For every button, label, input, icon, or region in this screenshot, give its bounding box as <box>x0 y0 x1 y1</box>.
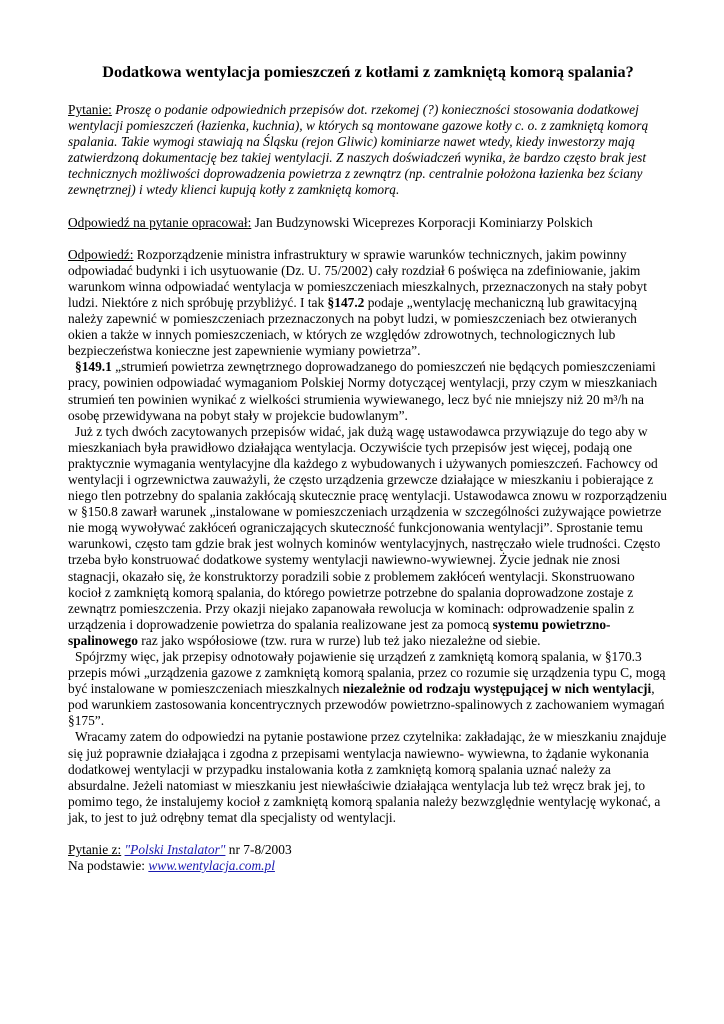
question-paragraph <box>68 102 668 199</box>
source-line <box>68 842 668 858</box>
document-page <box>68 62 668 874</box>
source-label: Pytanie z: <box>68 842 122 858</box>
emphasis: niezależnie od rodzaju występującej w nich wentylacji <box>342 681 652 697</box>
issue-text: nr 7-8/2003 <box>225 842 292 858</box>
answer-paragraph-5: Wracamy zatem do odpowiedzi na pytanie postawione przez czytelnika: zakładając, że w mieszkaniu znajduje się już poprawnie działająca i zgodna z przepisami wentylacja nawiewno- wywiewna, to żądanie wykonania dodatkowej wentylacji w przypadku instalowania kotła z zamkniętą komorą spalania uznać należy za absurdalne. Jeżeli natomiast w mieszkaniu jest niewłaściwie działająca wentylacja lub też wręcz brak jej, to pomimo tego, że instalujemy kocioł z zamkniętą komorą spalania należy bezwzględnie wentylację wykonać, a jak, to jest to już odrębny temat dla specjalisty od wentylacji. <box>68 729 667 825</box>
author-label: Odpowiedź na pytanie opracował: <box>68 214 252 230</box>
emphasis: systemu powietrzno-spalinowego <box>68 616 611 648</box>
website-link[interactable]: www.wentylacja.com.pl <box>148 858 275 874</box>
regulation-ref: §147.2 <box>327 294 365 310</box>
answer-paragraph-4: Spójrzmy więc, jak przepisy odnotowały pojawienie się urządzeń z zamkniętą komorą spalania, w §170.3 przepis mówi „urządzenia gazowe z zamkniętą komorą spalania, przez co rozumie się urządzenia typu C, mogą być instalowane w pomieszczeniach mieszkalnych niezależnie od rodzaju występującej w nich wentylacji, pod warunkiem zastosowania koncentrycznych przewodów powietrzno-spalinowych z zachowaniem wymagań §175”. <box>68 649 666 729</box>
page-title: Dodatkowa wentylacja pomieszczeń z kotłami z zamkniętą komorą spalania? <box>102 63 634 81</box>
basis-line <box>68 858 668 874</box>
basis-label: Na podstawie: <box>68 858 145 874</box>
answer-paragraph-2: §149.1 „strumień powietrza zewnętrznego doprowadzanego do pomieszczeń nie będących pomieszczeniami pracy, powinien odpowiadać wymaganiom Polskiej Normy dotyczącej wentylacji, przy czym w mieszkaniach strumień ten powinien wynikać z wielkości strumienia wywiewanego, lecz być nie mniejszy niż 20 m³/h na osobę przewidywana na pobyt stały w projekcie budowlanym”. <box>68 359 658 423</box>
answer-paragraph-1: Odpowiedź: Rozporządzenie ministra infrastruktury w sprawie warunków technicznych, jakim powinny odpowiadać budynki i ich usytuowanie (Dz. U. 75/2002) cały rozdział 6 poświęca na zdefiniowanie, jakim warunkom winna odpowiadać wentylacja w pomieszczeniach mieszkalnych, przeznaczonych na stały pobyt ludzi. Niektóre z nich spróbuję przybliżyć. I tak §147.2 podaje „wentylację mechaniczną lub grawitacyjną należy zapewnić w pomieszczeniach przeznaczonych na pobyt ludzi, w pomieszczeniach bez otwieranych okien a także w innych pomieszczeniach, w których ze względów zdrowotnych, technologicznych lub bezpieczeństwa konieczne jest zapewnienie wymiany powietrza”. <box>68 246 647 359</box>
question-label: Pytanie: <box>68 102 112 117</box>
author-text: Jan Budzynowski Wiceprezes Korporacji Kominiarzy Polskich <box>251 214 593 230</box>
regulation-ref: §149.1 <box>75 359 112 375</box>
answer-label: Odpowiedź: <box>68 246 134 262</box>
author-paragraph <box>68 215 668 231</box>
question-text: Proszę o podanie odpowiednich przepisów dot. rzekomej (?) konieczności stosowania dodatkowej wentylacji pomieszczeń (łazienka, kuchnia), w których są montowane gazowe kotły c. o. z zamkniętą komorą spalania. Takie wymogi stawiają na Śląsku (rejon Gliwic) kominiarze nawet wtedy, kiedy inwestorzy mają zatwierdzoną dokumentację bez takiej wentylacji. Z naszych doświadczeń wynika, że bardzo często brak jest technicznych możliwości doprowadzenia powietrza z zewnątrz (np. centralnie położona łazienka bez ściany zewnętrznej) i wtedy klienci kupują kotły z zamkniętą komorą. <box>68 102 649 198</box>
answer-paragraph-3: Już z tych dwóch zacytowanych przepisów widać, jak dużą wagę ustawodawca przywiązuje do tego aby w mieszkaniach była prawidłowo działająca wentylacja. Oczywiście tych przepisów jest więcej, podają one praktycznie wymagania wentylacyjne dla każdego z wybudowanych i używanych pomieszczeń. Fachowcy od wentylacji i ogrzewnictwa zauważyli, że często urządzenia grzewcze działające w mieszkaniu i pobierające z niego tlen potrzebny do spalania zakłócają skutecznie pracę wentylacji. Ustawodawca znowu w rozporządzeniu w §150.8 zawarł warunek „instalowane w pomieszczeniach urządzenia w szczególności zużywające powietrze nie mogą wywoływać zakłóceń ograniczających skuteczność funkcjonowania wentylacji”. Sprostanie temu warunkowi, często tam gdzie brak jest wolnych kominów wentylacyjnych, nastręczało wiele trudności. Często trzeba było konstruować dodatkowe systemy wentylacji nawiewno-wywiewnej. Życie jednak nie znosi stagnacji, okazało się, że konstruktorzy poradzili sobie z problemem zakłóceń wentylacji. Skonstruowano kocioł z zamkniętą komorą spalania, do którego powietrze potrzebne do spalania doprowadzone zostaje z zewnątrz pomieszczenia. Przy okazji niejako zapanowała rewolucja w kominach: odprowadzenie spalin z urządzenia i doprowadzenie powietrza do spalania realizowane jest za pomocą systemu powietrzno-spalinowego raz jako współosiowe (tzw. rura w rurze) lub też jako niezależne od siebie. <box>68 423 667 648</box>
magazine-link[interactable]: "Polski Instalator" <box>124 842 226 858</box>
